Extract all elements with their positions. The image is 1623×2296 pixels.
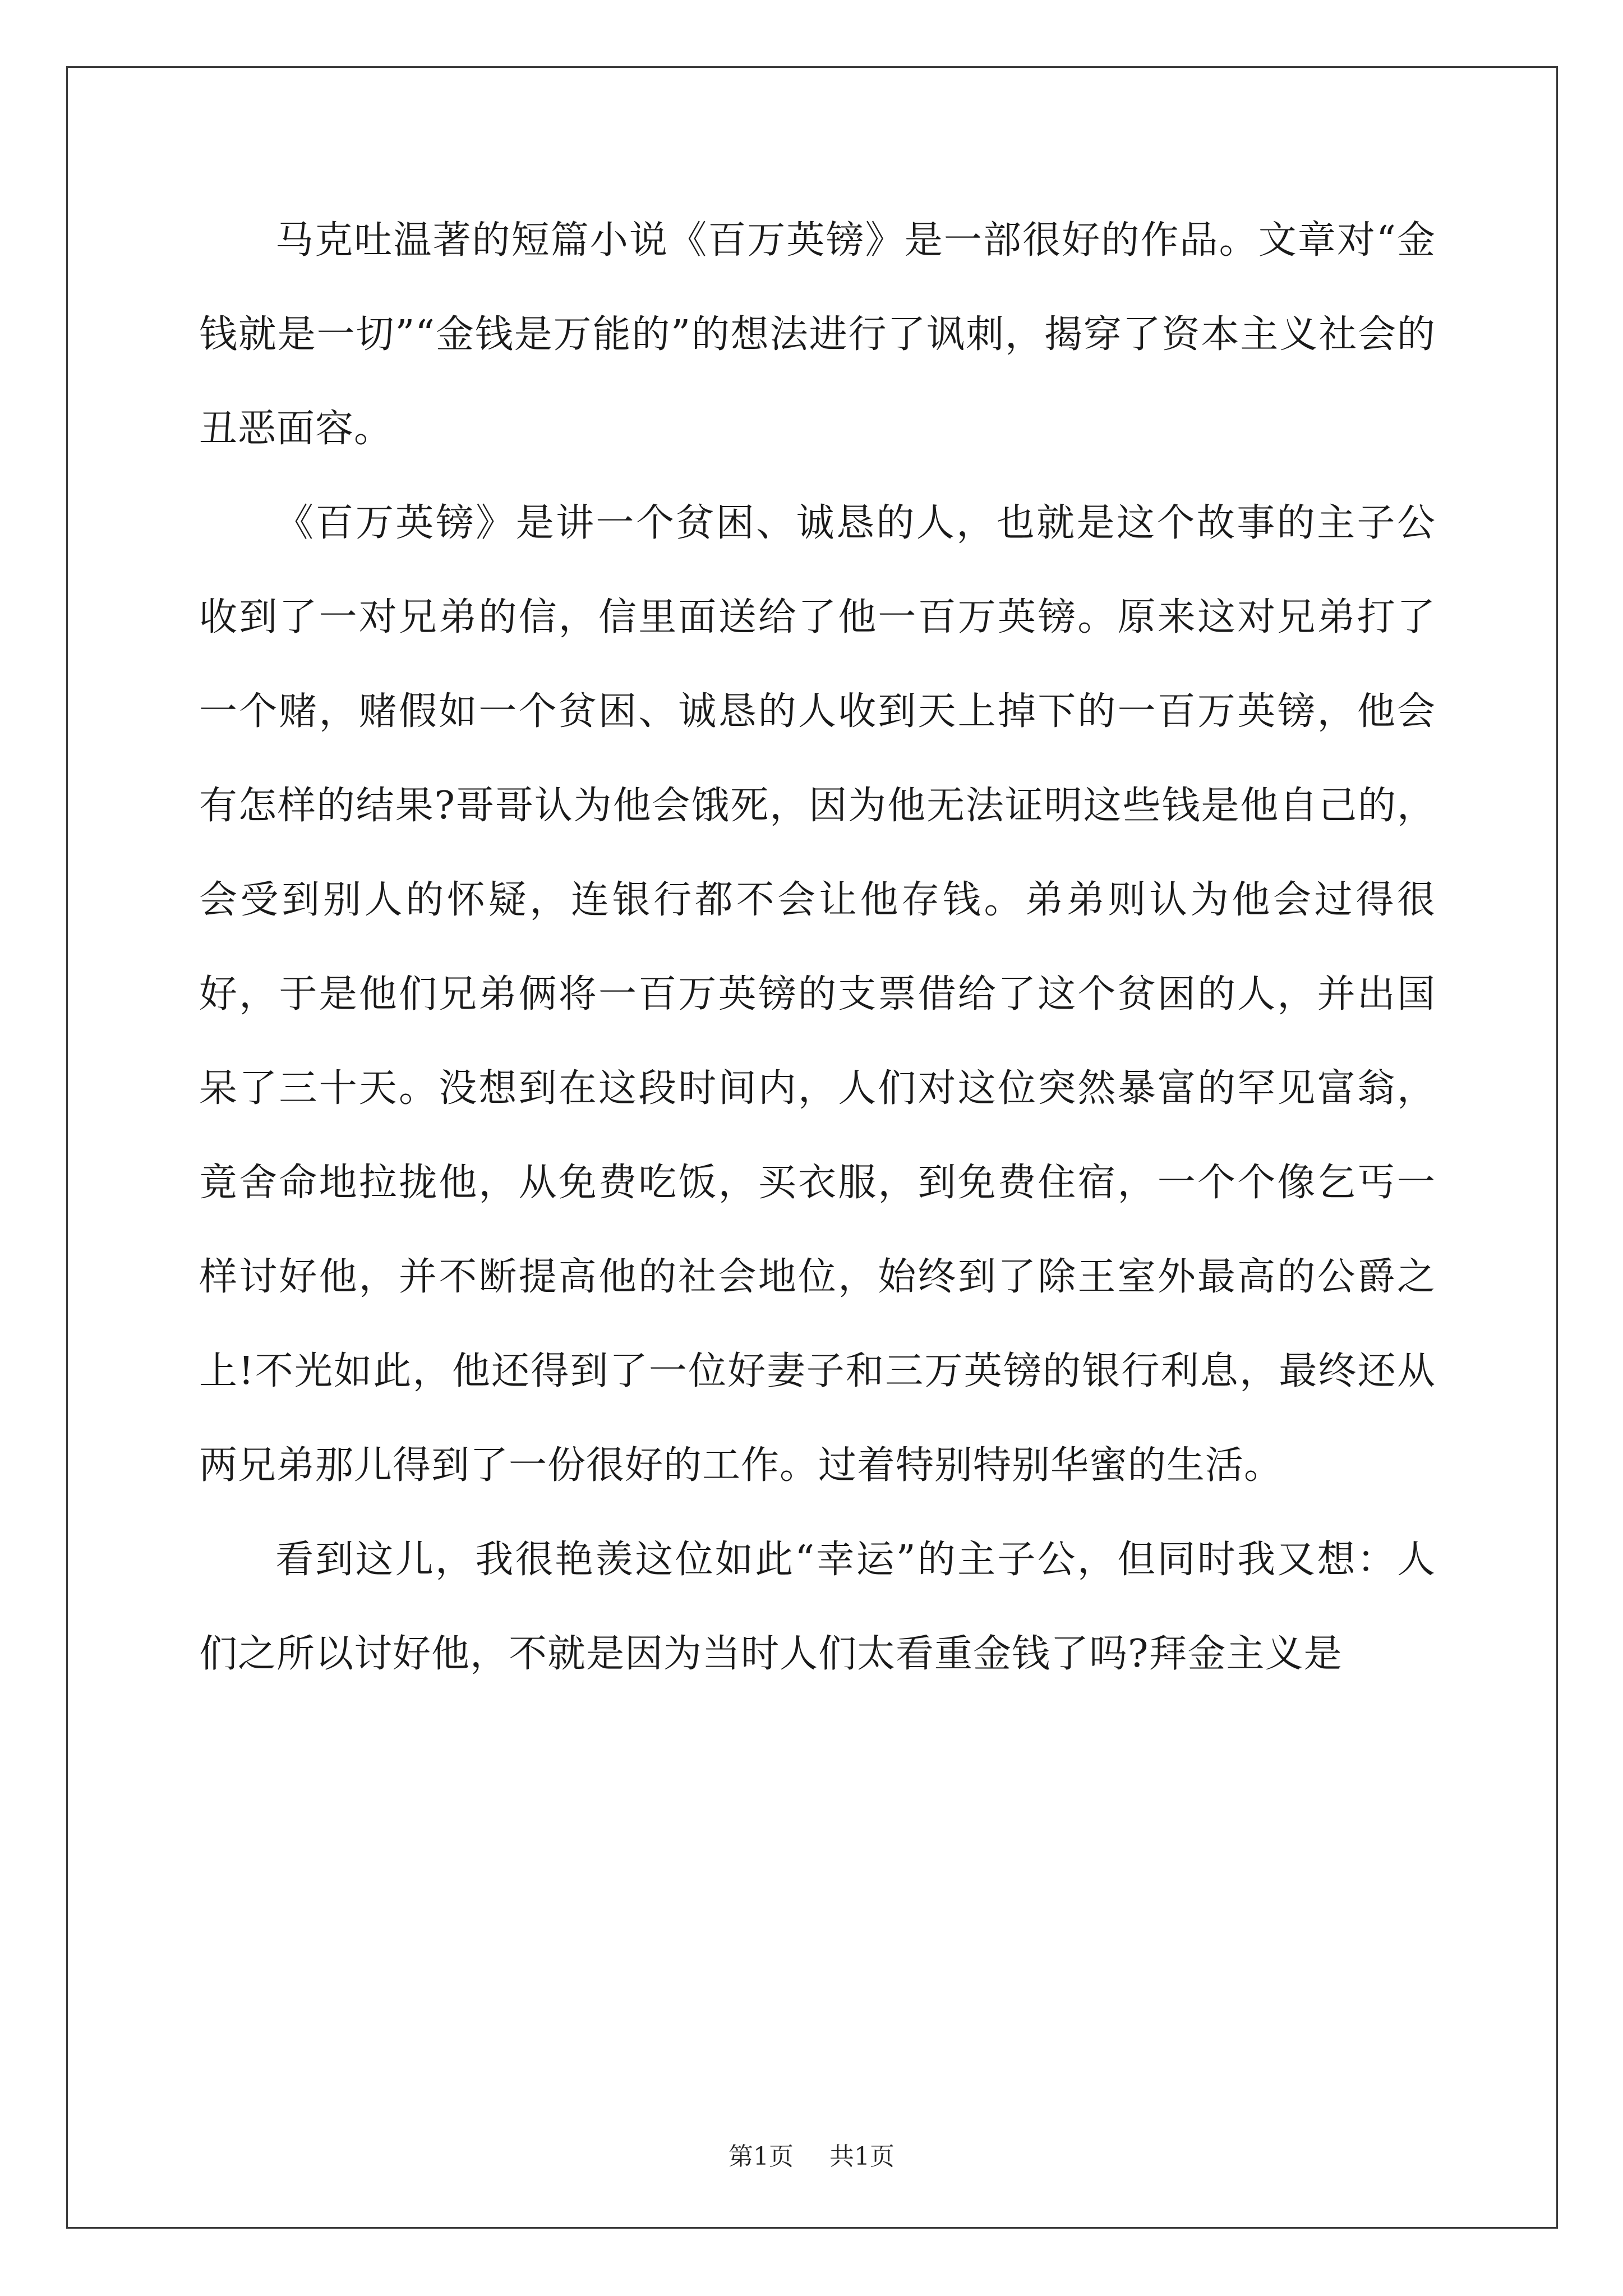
page-footer xyxy=(0,2136,1623,2172)
document-body xyxy=(199,194,1436,1701)
paragraph-2: 《百万英镑》是讲一个贫困、诚恳的人，也就是这个故事的主子公收到了一对兄弟的信，信里面送给了他一百万英镑。原来这对兄弟打了一个赌，赌假如一个贫困、诚恳的人收到天上掉下的一百万英镑，他会有怎样的结果?哥哥认为他会饿死，因为他无法证明这些钱是他自己的，会受到别人的怀疑，连银行都不会让他存钱。弟弟则认为他会过得很好，于是他们兄弟俩将一百万英镑的支票借给了这个贫困的人，并出国呆了三十天。没想到在这段时间内，人们对这位突然暴富的罕见富翁，竟舍命地拉拢他，从免费吃饭，买衣服，到免费住宿，一个个像乞丐一样讨好他，并不断提高他的社会地位，始终到了除王室外最高的公爵之上!不光如此，他还得到了一位好妻子和三万英镑的银行利息，最终还从两兄弟那儿得到了一份很好的工作。过着特别特别华蜜的生活。 xyxy=(199,501,1436,1488)
paragraph-3: 看到这儿，我很艳羡这位如此“幸运”的主子公，但同时我又想：人们之所以讨好他，不就是因为当时人们太看重金钱了吗?拜金主义是 xyxy=(199,1538,1436,1676)
page-total: 共1页 xyxy=(829,2142,895,2171)
page-number: 第1页 xyxy=(728,2142,794,2171)
paragraph-1: 马克吐温著的短篇小说《百万英镑》是一部很好的作品。文章对“金钱就是一切”“金钱是万能的”的想法进行了讽刺，揭穿了资本主义社会的丑恶面容。 xyxy=(199,218,1436,451)
